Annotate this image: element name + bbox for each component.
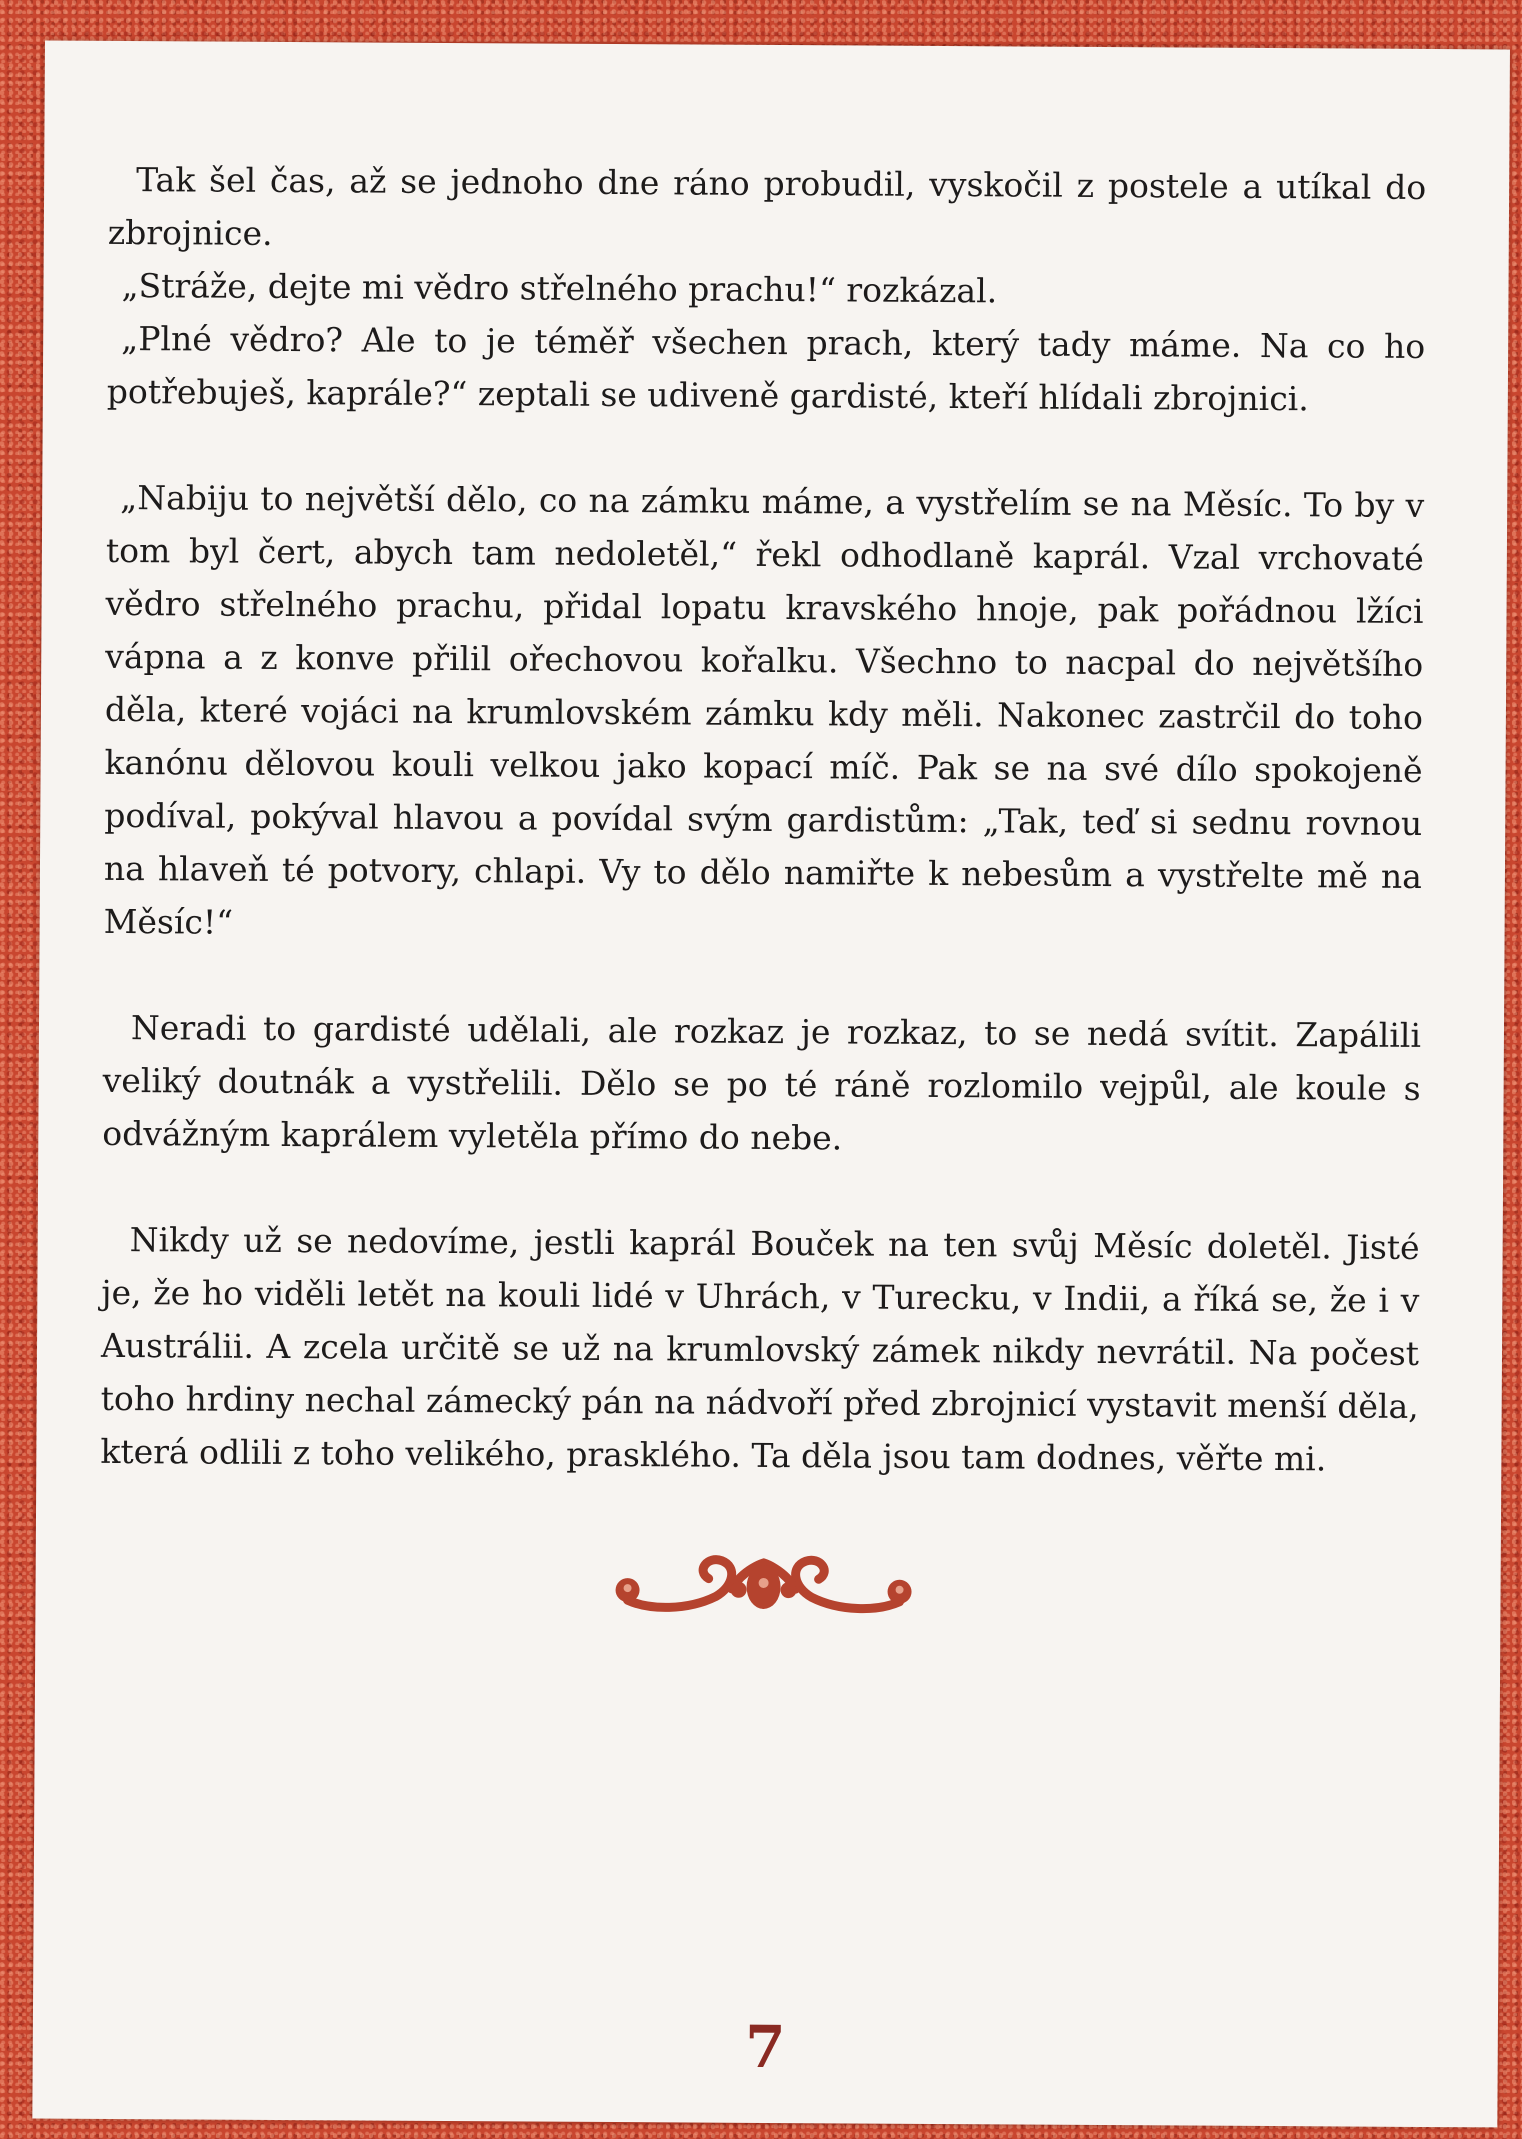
paragraph-1: Tak šel čas, až se jednoho dne ráno probudil, vyskočil z postele a utíkal do zbrojnice. xyxy=(107,160,1427,253)
book-page xyxy=(32,41,1510,2128)
page-number: 7 xyxy=(744,2012,786,2082)
paragraph-gap xyxy=(103,948,1421,1009)
paragraph-gap xyxy=(106,418,1424,479)
paragraph-5: Neradi to gardisté udělali, ale rozkaz je rozkaz, to se nedá svítit. Zapálili veliký doutnák a vystřelili. Dělo se po té ráně rozlomilo vejpůl, ale koule s odvážným kaprálem vyletěla přímo do nebe. xyxy=(102,1008,1422,1158)
paragraph-3: „Plné vědro? Ale to je téměř všechen prach, který tady máme. Na co ho potřebuješ, kaprále?“ zeptali se udiveně gardisté, kteří hlídali zbrojnici. xyxy=(106,318,1426,419)
scroll-flourish-icon xyxy=(613,1540,913,1622)
paragraph-gap xyxy=(102,1160,1420,1221)
paragraph-6: Nikdy už se nedovíme, jestli kaprál Bouček na ten svůj Měsíc doletěl. Jisté je, že ho viděli letět na kouli lidé v Uhrách, v Turecku, v Indii, a říká se, že i v Austrálii. A zcela určitě se už na krumlovský zámek nikdy nevrátil. Na počest toho hrdiny nechal zámecký pán na nádvoří před zbrojnicí vystavit menší děla, která odlili z toho velikého, prasklého. Ta děla jsou tam dodnes, věřte mi. xyxy=(100,1220,1420,1479)
paragraph-4: „Nabiju to největší dělo, co na zámku máme, a vystřelím se na Měsíc. To by v tom byl čert, abych tam nedoletěl,“ řekl odhodlaně kaprál. Vzal vrchovaté vědro střelného prachu, přidal lopatu kravského hnoje, pak pořádnou lžíci vápna a z konve přilil ořechovou kořalku. Všechno to nacpal do největšího děla, které vojáci na krumlovském zámku kdy měli. Nakonec zastrčil do toho kanónu dělovou kouli velkou jako kopací míč. Pak se na své dílo spokojeně podíval, pokýval hlavou a povídal svým gardistům: „Tak, teď si sednu rovnou na hlaveň té potvory, chlapi. Vy to dělo namiřte k nebesům a vystřelte mě na Měsíc!“ xyxy=(103,477,1425,942)
story-text xyxy=(100,153,1426,1486)
paragraph-2: „Stráže, dejte mi vědro střelného prachu!“ rozkázal. xyxy=(121,265,998,311)
